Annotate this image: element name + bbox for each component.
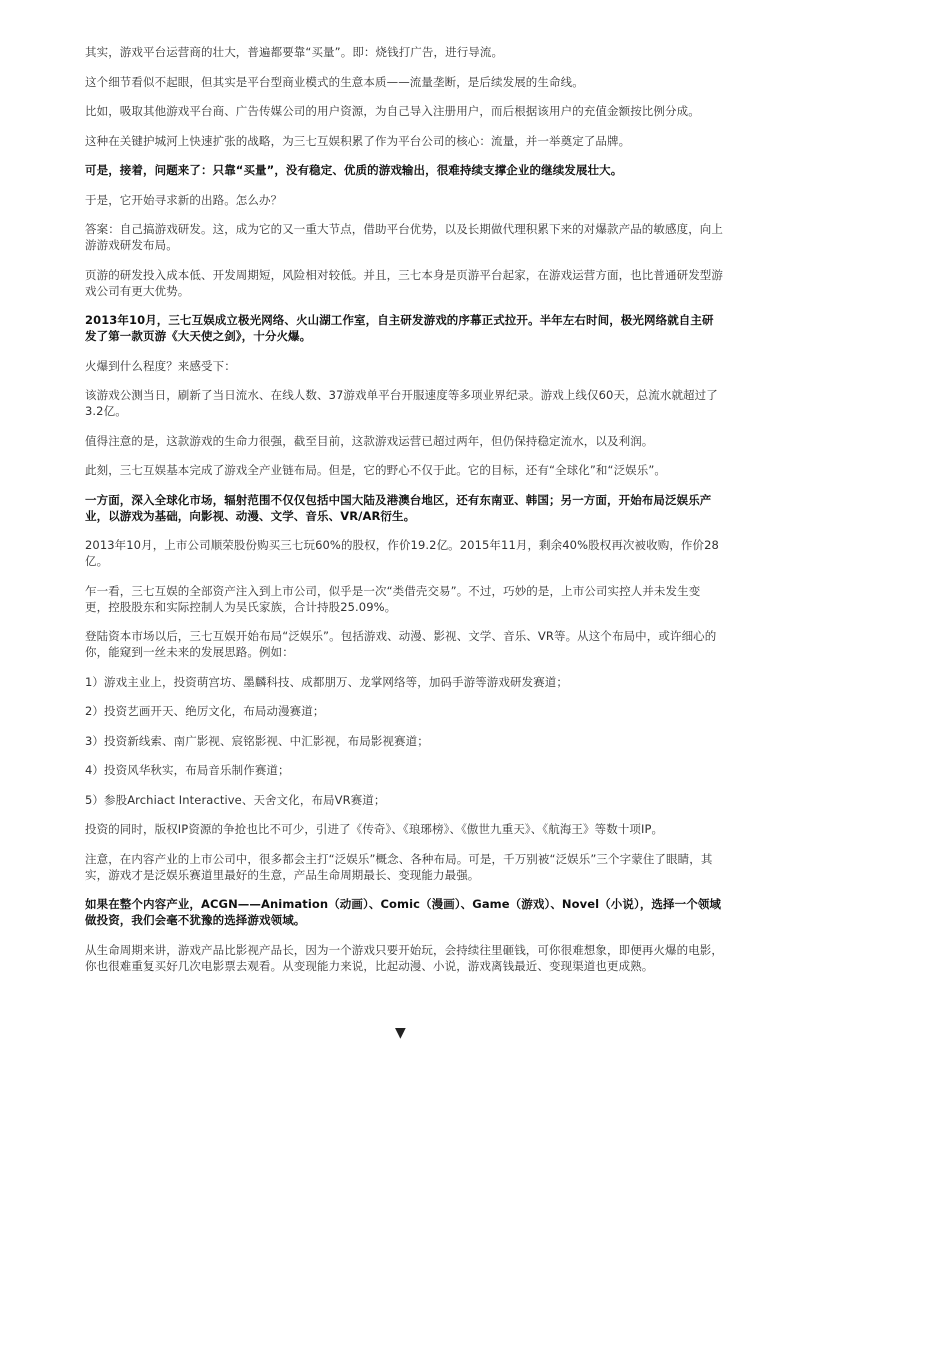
- list-item: 3）投资新线索、南广影视、宸铭影视、中汇影视，布局影视赛道；: [85, 733, 429, 748]
- paragraph: 乍一看，三七互娱的全部资产注入到上市公司，似乎是一次“类借壳交易”。不过，巧妙的是，上市公司实控人并未发生变更，控股股东和实际控制人为吴氏家族，合计持股25.09%。: [85, 583, 701, 614]
- paragraph: 其实，游戏平台运营商的壮大，普遍都要靠“买量”。即：烧钱打广告，进行导流。: [85, 45, 504, 59]
- paragraph: 这个细节看似不起眼，但其实是平台型商业模式的生意本质——流量垄断，是后续发展的生命线。: [85, 74, 584, 89]
- paragraph: 值得注意的是，这款游戏的生命力很强，截至目前，这款游戏运营已超过两年，但仍保持稳定流水，以及利润。: [85, 433, 654, 448]
- list-item: 5）参股Archiact Interactive、天舍文化，布局VR赛道；: [85, 792, 386, 807]
- paragraph: 页游的研发投入成本低、开发周期短，风险相对较低。并且，三七本身是页游平台起家，在游戏运营方面，也比普通研发型游戏公司有更大优势。: [85, 267, 723, 298]
- paragraph-emphasis: 可是，接着，问题来了：只靠“买量”，没有稳定、优质的游戏输出，很难持续支撑企业的继续发展壮大。: [85, 163, 623, 177]
- paragraph: 注意，在内容产业的上市公司中，很多都会主打“泛娱乐”概念、各种布局。可是，千万别被“泛娱乐”三个字蒙住了眼睛，其实，游戏才是泛娱乐赛道里最好的生意，产品生命周期最长、变现能力最强。: [85, 851, 713, 882]
- paragraph: 于是，它开始寻求新的出路。怎么办？: [85, 192, 283, 207]
- paragraph-emphasis: 2013年10月，三七互娱成立极光网络、火山湖工作室，自主研发游戏的序幕正式拉开。半年左右时间，极光网络就自主研发了第一款页游《大天使之剑》，十分火爆。: [85, 313, 714, 343]
- list-item: 1）游戏主业上，投资萌宫坊、墨麟科技、成都朋万、龙掌网络等，加码手游等游戏研发赛道；: [85, 674, 569, 689]
- paragraph: 2013年10月，上市公司顺荣股份购买三七玩60%的股权，作价19.2亿。2015年11月，剩余40%股权再次被收购，作价28亿。: [85, 538, 719, 568]
- list-item: 2）投资艺画开天、绝厉文化，布局动漫赛道；: [85, 704, 325, 718]
- paragraph: 答案：自己搞游戏研发。这，成为它的又一重大节点，借助平台优势，以及长期做代理积累下来的对爆款产品的敏感度，向上游游戏研发布局。: [85, 222, 723, 252]
- paragraph: 该游戏公测当日，刷新了当日流水、在线人数、37游戏单平台开服速度等多项业界纪录。游戏上线仅60天，总流水就超过了3.2亿。: [85, 388, 718, 418]
- paragraph: 火爆到什么程度？来感受下：: [85, 358, 236, 373]
- paragraph: 投资的同时，版权IP资源的争抢也比不可少，引进了《传奇》、《琅琊榜》、《傲世九重天》、《航海王》等数十项IP。: [85, 822, 664, 836]
- paragraph: 比如，吸取其他游戏平台商、广告传媒公司的用户资源，为自己导入注册用户，而后根据该用户的充值金额按比例分成。: [85, 104, 700, 118]
- paragraph: 这种在关键护城河上快速扩张的战略，为三七互娱积累了作为平台公司的核心：流量，并一举奠定了品牌。: [85, 133, 631, 148]
- paragraph: 此刻，三七互娱基本完成了游戏全产业链布局。但是，它的野心不仅于此。它的目标，还有“全球化”和“泛娱乐”。: [85, 463, 667, 477]
- list-item: 4）投资风华秋实，布局音乐制作赛道；: [85, 763, 290, 777]
- down-arrow-icon: ▼: [395, 1025, 406, 1041]
- paragraph-emphasis: 如果在整个内容产业，ACGN——Animation（动画）、Comic（漫画）、Game（游戏）、Novel（小说），选择一个领域做投资，我们会毫不犹豫的选择游戏领域。: [85, 897, 722, 927]
- paragraph: 登陆资本市场以后，三七互娱开始布局“泛娱乐”。包括游戏、动漫、影视、文学、音乐、VR等。从这个布局中，或许细心的你，能窥到一丝未来的发展思路。例如：: [85, 629, 717, 659]
- article-body: [85, 44, 723, 987]
- paragraph: 从生命周期来讲，游戏产品比影视产品长，因为一个游戏只要开始玩，会持续往里砸钱，可你很难想象，即便再火爆的电影，你也很难重复买好几次电影票去观看。从变现能力来说，比起动漫、小说，游戏离钱最近、变现渠道也更成熟。: [85, 942, 723, 973]
- paragraph-emphasis: 一方面，深入全球化市场，辐射范围不仅仅包括中国大陆及港澳台地区，还有东南亚、韩国；另一方面，开始布局泛娱乐产业，以游戏为基础，向影视、动漫、文学、音乐、VR/AR衍生。: [85, 492, 712, 523]
